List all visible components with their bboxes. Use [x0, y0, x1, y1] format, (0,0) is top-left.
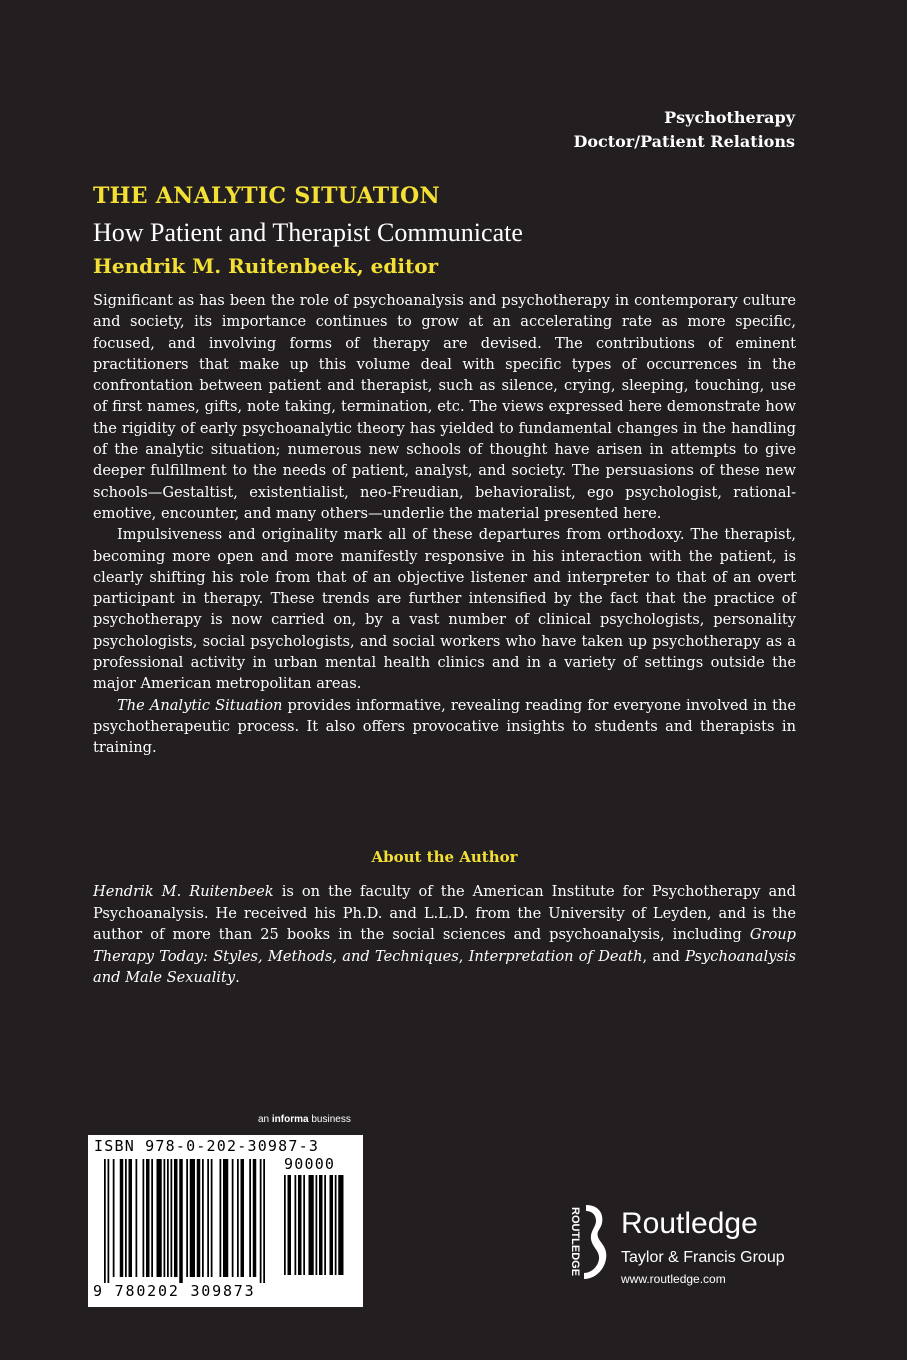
- barcode-bar: [260, 1159, 262, 1283]
- book-title: THE ANALYTIC SITUATION: [93, 183, 440, 209]
- isbn-number: ISBN 978-0-202-30987-3: [94, 1137, 320, 1155]
- barcode-bar: [241, 1159, 245, 1277]
- barcode-bar: [330, 1175, 334, 1275]
- barcode-bar: [202, 1159, 204, 1277]
- barcode-bar: [143, 1159, 145, 1277]
- barcode-bar: [197, 1159, 201, 1277]
- description-paragraph-2: Impulsiveness and originality mark all of these departures from orthodoxy. The therapist, becoming more open and more manifestly responsive in his interaction with the patient, is clearly shifting his role from that of an objective listener and interpreter to that of an overt participant in therapy. These trends are further intensified by the fact that the practice of psychotherapy is now carried on, by a vast number of clinical psychologists, personality psychologists, social psychologists, and social workers who have taken up psychotherapy as a professional activity in urban mental health clinics and in a variety of settings outside the major American metropolitan areas.: [93, 526, 796, 693]
- barcode-bar: [232, 1159, 234, 1277]
- book-subtitle: How Patient and Therapist Communicate: [93, 218, 523, 247]
- book-editor: Hendrik M. Ruitenbeek, editor: [93, 254, 439, 278]
- barcode-bar: [298, 1175, 302, 1275]
- barcode-bar: [164, 1159, 166, 1277]
- description-paragraph-3: [93, 695, 796, 759]
- routledge-logo-icon: [560, 1203, 620, 1283]
- author-book-3: Psychoanalysis and Male Sexuality: [93, 947, 797, 986]
- barcode-bar: [174, 1159, 178, 1277]
- about-author-text: [93, 881, 796, 989]
- barcode-bar: [207, 1159, 209, 1277]
- barcode-bar: [335, 1175, 337, 1275]
- author-book-2: Interpretation of Death: [468, 947, 643, 965]
- barcode-bar: [249, 1159, 251, 1277]
- about-separator-2: , and: [642, 947, 686, 965]
- barcode-bar: [295, 1175, 297, 1275]
- barcode-bar: [146, 1159, 150, 1277]
- barcode-bar: [338, 1175, 343, 1275]
- book-description: [93, 290, 796, 759]
- routledge-vertical-text: ROUTLEDGE: [569, 1207, 581, 1277]
- routledge-name: Routledge: [621, 1207, 758, 1240]
- description-paragraph-3-text: provides informative, revealing reading for everyone involved in the psychotherapeutic process. It also offers provocative insights to students and therapists in training.: [93, 696, 796, 757]
- category-line-1: Psychotherapy: [664, 108, 795, 127]
- description-book-title: The Analytic Situation: [117, 696, 283, 714]
- informa-brand: informa: [271, 1114, 309, 1125]
- barcode-bar: [157, 1159, 162, 1277]
- barcode-bar: [288, 1175, 292, 1275]
- barcode-bar: [316, 1175, 318, 1275]
- informa-suffix: business: [308, 1114, 351, 1125]
- informa-prefix: an: [258, 1114, 272, 1125]
- barcode-bar: [319, 1175, 323, 1275]
- barcode-bar: [125, 1159, 127, 1277]
- barcode-bar: [284, 1175, 286, 1275]
- barcode-bar: [120, 1159, 124, 1277]
- barcode-bar: [263, 1159, 265, 1283]
- barcode-bar: [190, 1159, 195, 1277]
- routledge-group: Taylor & Francis Group: [621, 1249, 785, 1266]
- barcode-bar: [129, 1159, 133, 1277]
- barcode-bar: [223, 1159, 228, 1277]
- barcode-bar: [309, 1175, 314, 1275]
- description-paragraph-1: Significant as has been the role of psychoanalysis and psychotherapy in contemporary culture and society, its importance continues to grow at an accelerating rate as more specific, focused, and involving forms of therapy are devised. The contributions of eminent practitioners that make up this volume deal with specific types of occurrences in the confrontation between patient and therapist, such as silence, crying, sleeping, touching, use of first names, gifts, note taking, termination, etc. The views expressed here demonstrate how the rigidity of early psychoanalytic theory has yielded to fundamental changes in the handling of the analytic situation; numerous new schools of thought have arisen in attempts to give deeper fulfillment to the needs of patient, analyst, and society. The persuasions of these new schools—Gestaltist, existentialist, neo-Freudian, behavioralist, ego psychologist, rational-emotive, encounter, and many others—underlie the material presented here.: [93, 292, 796, 522]
- routledge-url: www.routledge.com: [621, 1272, 726, 1286]
- barcode-bar: [108, 1159, 110, 1283]
- price-code: 90000: [284, 1155, 336, 1173]
- barcode-digits: 9 780202 309873: [93, 1282, 256, 1300]
- isbn-barcode: [88, 1135, 363, 1307]
- barcode-bar: [104, 1159, 106, 1283]
- barcode-bar: [179, 1159, 183, 1283]
- category-line-2: Doctor/Patient Relations: [573, 132, 795, 151]
- barcode-bar: [171, 1159, 173, 1277]
- barcode-bar: [324, 1175, 326, 1275]
- barcode-bar: [113, 1159, 115, 1277]
- barcode-bar: [151, 1159, 153, 1277]
- barcode-bar: [136, 1159, 138, 1277]
- author-name: Hendrik M. Ruitenbeek: [93, 883, 274, 900]
- author-book-1: Group Therapy Today: Styles, Methods, and Techniques: [93, 926, 796, 965]
- barcode-bar: [211, 1159, 213, 1277]
- barcode-bar: [167, 1159, 169, 1277]
- informa-business-label: [258, 1114, 351, 1125]
- about-separator-1: ,: [458, 947, 469, 965]
- about-author-heading: About the Author: [371, 848, 518, 866]
- routledge-profile-shape: [584, 1205, 606, 1279]
- barcode-bar: [303, 1175, 305, 1275]
- barcode-bar: [220, 1159, 222, 1277]
- category-label: [573, 106, 795, 154]
- barcode-bar: [237, 1159, 239, 1277]
- barcode-bar: [253, 1159, 257, 1277]
- about-end: .: [235, 969, 240, 986]
- barcode-bar: [186, 1159, 188, 1277]
- about-text-1: is on the faculty of the American Institute for Psychotherapy and Psychoanalysis. He received his Ph.D. and L.L.D. from the University of Leyden, and is the author of more than 25 books in the social sciences and psychoanalysis, including: [93, 883, 796, 943]
